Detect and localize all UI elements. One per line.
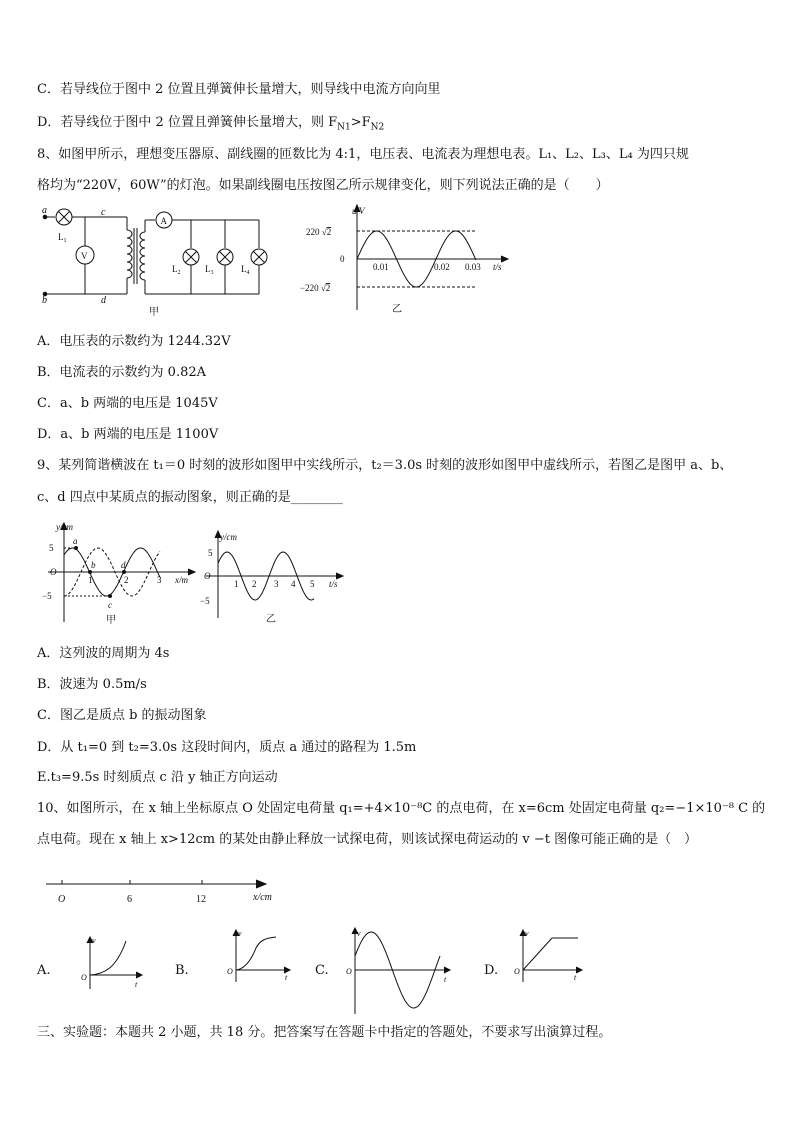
q10-x-axis — [40, 872, 285, 908]
svg-text:乙: 乙 — [392, 304, 402, 314]
svg-text:2: 2 — [252, 579, 257, 589]
svg-text:1: 1 — [88, 575, 93, 585]
q8-option-d: D．a、b 两端的电压是 1100V — [37, 427, 219, 442]
svg-text:5: 5 — [208, 548, 213, 558]
svg-text:甲: 甲 — [149, 307, 159, 318]
svg-text:d: d — [121, 560, 126, 570]
q9-wave-graph — [40, 520, 200, 630]
svg-text:v: v — [238, 929, 242, 938]
svg-text:L1: $L_1$ — [58, 232, 67, 244]
svg-text:0.02: 0.02 — [434, 262, 450, 272]
q10-choice-a-label: A. — [37, 963, 51, 978]
q9-stem-line2: c、d 四点中某质点的振动图象，则正确的是________ — [37, 490, 343, 505]
q8-stem-line1: 8、如图甲所示，理想变压器原、副线圈的匝数比为 4:1，电压表、电流表为理想电表。L₁、L₂、L₃、L₄ 为四只规 — [37, 147, 689, 162]
q7-option-d: D．若导线位于图中 2 位置且弹簧伸长量增大，则 $F_{N1}>F_{N2}$ — [37, 115, 385, 133]
svg-text:4: 4 — [291, 579, 296, 589]
q9-option-e: E.t₃=9.5s 时刻质点 c 沿 y 轴正方向运动 — [37, 770, 278, 785]
svg-text:0.03: 0.03 — [465, 262, 481, 272]
q10-graph-c — [340, 926, 460, 1016]
section-3-heading: 三、实验题：本题共 2 小题，共 18 分。把答案写在答题卡中指定的答题处，不要求写出演算过程。 — [37, 1025, 612, 1040]
svg-text:A: A — [160, 216, 167, 226]
q10-graph-a — [74, 935, 148, 991]
svg-text:t: t — [285, 973, 288, 982]
svg-text:y/cm: y/cm — [56, 522, 73, 532]
svg-text:−5: −5 — [200, 596, 210, 606]
svg-text:5: 5 — [310, 579, 315, 589]
q9-option-a: A．这列波的周期为 4s — [37, 646, 170, 661]
svg-text:u/V: u/V — [352, 206, 365, 216]
q9-stem-line1: 9、某列简谐横波在 t₁＝0 时刻的波形如图甲中实线所示，t₂＝3.0s 时刻的波形如图甲中虚线所示，若图乙是图甲 a、b、 — [37, 458, 733, 473]
svg-text:v: v — [92, 936, 96, 945]
svg-text:L3: $L_3$ — [205, 264, 214, 276]
q10-graph-b — [222, 928, 298, 984]
svg-text:12: 12 — [196, 894, 206, 905]
svg-text:0.01: 0.01 — [373, 262, 389, 272]
svg-text:a: a — [73, 536, 78, 546]
svg-text:O: O — [58, 894, 66, 905]
svg-text:3: 3 — [274, 579, 279, 589]
svg-text:b: b — [42, 295, 47, 306]
q10-stem-line1: 10、如图所示，在 x 轴上坐标原点 O 处固定电荷量 q₁=+4×10⁻⁸C 的点电荷，在 x=6cm 处固定电荷量 q₂=−1×10⁻⁸ C 的 — [37, 801, 766, 816]
svg-text:O: O — [227, 967, 233, 976]
svg-text:v: v — [357, 929, 361, 938]
q9-option-d: D．从 t₁=0 到 t₂=3.0s 这段时间内，质点 a 通过的路程为 1.5m — [37, 740, 417, 755]
svg-text:O: O — [81, 973, 87, 982]
q8-voltage-graph — [300, 202, 515, 314]
svg-text:0: 0 — [340, 254, 345, 264]
svg-text:O: O — [204, 571, 211, 581]
svg-text:6: 6 — [127, 894, 132, 905]
q8-option-c: C．a、b 两端的电压是 1045V — [37, 396, 218, 411]
q10-stem-line2: 点电荷。现在 x 轴上 x>12cm 的某处由静止释放一试探电荷，则该试探电荷运动的 v −t 图像可能正确的是（ ） — [37, 832, 698, 847]
svg-text:乙: 乙 — [266, 614, 276, 625]
svg-text:2: 2 — [124, 575, 129, 585]
q8-circuit-diagram — [37, 202, 277, 320]
svg-text:d: d — [101, 295, 106, 306]
svg-text:a: a — [42, 205, 47, 216]
svg-text:O: O — [346, 967, 352, 976]
svg-text:t: t — [574, 973, 577, 982]
q9-vibration-graph — [200, 528, 350, 628]
q8-option-a: A．电压表的示数约为 1244.32V — [37, 334, 231, 349]
svg-text:t: t — [444, 975, 447, 984]
svg-text:L4: $L_4$ — [241, 264, 250, 276]
svg-text:甲: 甲 — [106, 615, 116, 626]
q8-option-b: B．电流表的示数约为 0.82A — [37, 365, 207, 380]
q10-choice-c-label: C. — [315, 963, 329, 978]
svg-text:t/s: t/s — [329, 579, 338, 589]
svg-text:3: 3 — [157, 575, 162, 585]
svg-text:v: v — [525, 929, 529, 938]
svg-text:5: 5 — [49, 543, 54, 553]
svg-text:y/cm: y/cm — [220, 532, 237, 542]
q10-choice-b-label: B. — [175, 963, 189, 978]
svg-text:220 √2: 220 √2 — [306, 227, 332, 237]
svg-text:−5: −5 — [42, 591, 52, 601]
svg-text:b: b — [91, 560, 96, 570]
svg-text:L2: $L_2$ — [172, 264, 181, 276]
q7-option-c: C．若导线位于图中 2 位置且弹簧伸长量增大，则导线中电流方向向里 — [37, 82, 441, 97]
svg-text:t: t — [135, 980, 138, 989]
svg-text:V: V — [81, 251, 88, 261]
svg-text:1: 1 — [234, 579, 239, 589]
svg-text:O: O — [50, 567, 57, 577]
svg-text:c: c — [101, 207, 106, 218]
q9-option-b: B．波速为 0.5m/s — [37, 677, 147, 692]
svg-text:O: O — [514, 967, 520, 976]
svg-text:−220 √2: −220 √2 — [300, 283, 331, 293]
svg-text:t/s: t/s — [493, 262, 502, 272]
q9-option-c: C．图乙是质点 b 的振动图象 — [37, 708, 207, 723]
svg-text:x/cm: x/cm — [253, 892, 272, 903]
q10-graph-d — [508, 928, 588, 984]
svg-text:x/m: x/m — [175, 575, 188, 585]
q8-stem-line2: 格均为“220V，60W”的灯泡。如果副线圈电压按图乙所示规律变化，则下列说法正确的是（ ） — [37, 178, 609, 193]
q10-choice-d-label: D. — [484, 963, 499, 978]
svg-text:c: c — [108, 600, 112, 610]
